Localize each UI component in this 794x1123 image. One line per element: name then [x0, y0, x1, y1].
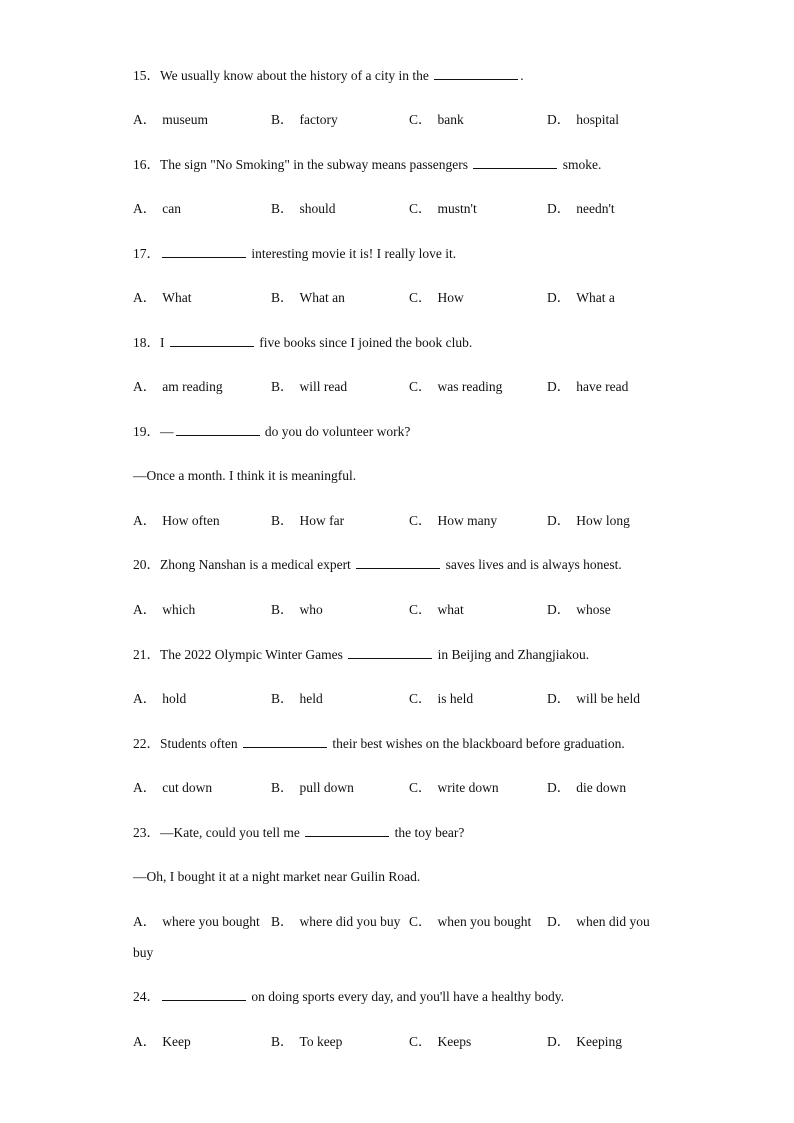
answer-blank	[243, 735, 327, 748]
option-d-overflow: buy	[133, 945, 154, 960]
option-c: C． is held	[409, 691, 474, 706]
option-d: D． when did you	[547, 914, 650, 929]
option-a: A． Keep	[133, 1034, 191, 1049]
option-b: B． should	[271, 201, 336, 216]
option-a: A． am reading	[133, 379, 223, 394]
option-c: C． write down	[409, 780, 499, 795]
option-a: A． where you bought	[133, 914, 260, 929]
option-b: B． will read	[271, 379, 348, 394]
option-c: C． How many	[409, 513, 498, 528]
question-19-reply: —Once a month. I think it is meaningful.	[133, 468, 357, 483]
option-c: C． when you bought	[409, 914, 532, 929]
answer-blank	[356, 556, 440, 569]
option-a: A． which	[133, 602, 196, 617]
question-23-stem: 23．—Kate, could you tell me the toy bear?	[133, 825, 465, 840]
answer-blank	[162, 988, 246, 1001]
question-18-stem: 18．I five books since I joined the book club.	[133, 335, 473, 350]
question-15-stem: 15．We usually know about the history of a city in the .	[133, 68, 524, 83]
answer-blank	[176, 423, 260, 436]
option-d: D． will be held	[547, 691, 640, 706]
option-a: A． hold	[133, 691, 187, 706]
answer-blank	[162, 245, 246, 258]
option-d: D． needn't	[547, 201, 615, 216]
answer-blank	[434, 67, 518, 80]
option-d: D． What a	[547, 290, 615, 305]
option-d: D． have read	[547, 379, 629, 394]
answer-blank	[170, 334, 254, 347]
option-b: B． who	[271, 602, 323, 617]
option-c: C． How	[409, 290, 464, 305]
option-a: A． How often	[133, 513, 220, 528]
option-b: B． pull down	[271, 780, 354, 795]
option-b: B． factory	[271, 112, 338, 127]
option-a: A． museum	[133, 112, 208, 127]
option-d: D． How long	[547, 513, 630, 528]
option-d: D． whose	[547, 602, 611, 617]
option-c: C． Keeps	[409, 1034, 472, 1049]
option-b: B． What an	[271, 290, 345, 305]
option-a: A． can	[133, 201, 181, 216]
option-d: D． hospital	[547, 112, 619, 127]
question-16-stem: 16．The sign "No Smoking" in the subway means passengers smoke.	[133, 157, 602, 172]
option-a: A． cut down	[133, 780, 213, 795]
option-c: C． mustn't	[409, 201, 477, 216]
option-d: D． die down	[547, 780, 627, 795]
option-b: B． To keep	[271, 1034, 343, 1049]
question-23-reply: —Oh, I bought it at a night market near Guilin Road.	[133, 869, 421, 884]
question-21-stem: 21．The 2022 Olympic Winter Games in Beijing and Zhangjiakou.	[133, 647, 590, 662]
answer-blank	[473, 156, 557, 169]
question-17-stem: 17． interesting movie it is! I really love it.	[133, 246, 457, 261]
option-a: A． What	[133, 290, 192, 305]
answer-blank	[305, 824, 389, 837]
option-d: D． Keeping	[547, 1034, 622, 1049]
question-24-stem: 24． on doing sports every day, and you'll have a healthy body.	[133, 989, 564, 1004]
option-c: C． was reading	[409, 379, 503, 394]
option-b: B． held	[271, 691, 323, 706]
option-c: C． what	[409, 602, 464, 617]
option-c: C． bank	[409, 112, 464, 127]
option-b: B． where did you buy	[271, 914, 401, 929]
question-20-stem: 20．Zhong Nanshan is a medical expert saves lives and is always honest.	[133, 557, 622, 572]
question-22-stem: 22．Students often their best wishes on the blackboard before graduation.	[133, 736, 625, 751]
answer-blank	[348, 646, 432, 659]
option-b: B． How far	[271, 513, 345, 528]
question-19-stem: 19．— do you do volunteer work?	[133, 424, 411, 439]
